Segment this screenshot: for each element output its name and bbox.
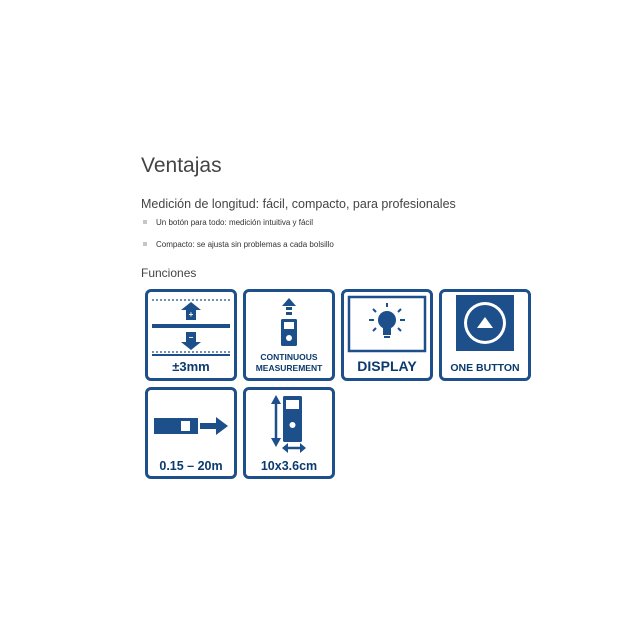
- list-item-text: Compacto: se ajusta sin problemas a cada bolsillo: [156, 240, 334, 249]
- tile-label: ±3mm: [172, 359, 210, 374]
- tile-label: ONE BUTTON: [450, 362, 520, 374]
- feature-tile-display: [341, 289, 433, 381]
- tile-label-line2: MEASUREMENT: [255, 363, 323, 373]
- feature-tile-accuracy: [145, 289, 237, 381]
- tile-label: 0.15 – 20m: [159, 459, 223, 473]
- feature-tile-range: [145, 387, 237, 479]
- bullet-square-icon: [143, 220, 147, 224]
- feature-tile-one-button: [439, 289, 531, 381]
- feature-tile-size: [243, 387, 335, 479]
- svg-text:−: −: [188, 333, 194, 342]
- advantages-list: [143, 218, 334, 262]
- tile-label: DISPLAY: [357, 358, 417, 374]
- bullet-square-icon: [143, 242, 147, 246]
- list-item: [143, 218, 334, 240]
- section-title: Ventajas: [141, 154, 222, 177]
- tile-label: 10x3.6cm: [260, 459, 318, 473]
- functions-heading: Funciones: [141, 266, 197, 280]
- feature-tile-continuous: [243, 289, 335, 381]
- tile-label-line1: CONTINUOUS: [260, 352, 318, 362]
- list-item-text: Un botón para todo: medición intuitiva y fácil: [156, 218, 313, 227]
- svg-text:+: +: [188, 310, 194, 319]
- section-subtitle: Medición de longitud: fácil, compacto, para profesionales: [141, 197, 456, 211]
- list-item: [143, 240, 334, 262]
